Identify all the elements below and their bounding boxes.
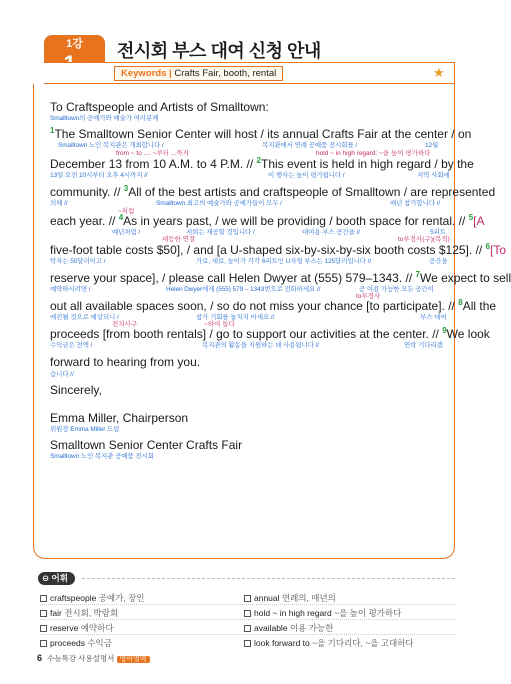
gloss: 부스 대여 (420, 314, 447, 321)
sentence-line: reserve your space], / please call Helen Dwyer at (555) 579–1343. // $^7$We expect to sell (50, 270, 511, 285)
vocab-item: reserve 예약하다 (40, 622, 114, 634)
annotation: ~하여 돕다 (204, 321, 235, 328)
vocab-label: ⊖ 어휘 (38, 572, 75, 585)
annotation: 대등한 연결 (162, 236, 196, 243)
book-title: 수능특강 사용설명서 (47, 654, 115, 663)
gloss: 매년 참가합니다 // (390, 200, 441, 207)
sentence-line: December 13 from 10 A.M. to 4 P.M. // $^2$This event is held in high regard / by the (50, 156, 474, 171)
gloss: 공간을 (429, 258, 448, 265)
keywords-box (114, 66, 283, 81)
gloss: 연락 기다리겠 (404, 342, 443, 349)
gloss: 수익금은 전액 / (50, 342, 93, 349)
sentence-line: out all available spaces soon, / so do not miss your chance [to participate]. // $^8$All the (50, 298, 497, 313)
closing: Sincerely, (50, 383, 102, 397)
sentence-line: $^1$The Smalltown Senior Center will host / its annual Crafts Fair at the center / on (50, 126, 472, 141)
sentence-line: each year. // $^4$As in years past, / we will be providing / booth space for rental. // $^5$[A (50, 213, 485, 228)
annotation: to부정사(구)(목적) (398, 236, 450, 243)
organization: Smalltown Senior Center Crafts Fair (50, 438, 243, 452)
keywords-text: Crafts Fair, booth, rental (174, 68, 277, 79)
gloss: 의해 // (50, 200, 68, 207)
gloss: 예년처럼 / (112, 229, 141, 236)
subject-badge: 영어영역 (117, 656, 150, 663)
gloss: 대여용 부스 공간을 // (302, 229, 360, 236)
gloss: 저희는 제공할 것입니다 / (186, 229, 255, 236)
annotation: ~처럼 (118, 208, 135, 215)
vocab-header (38, 572, 75, 585)
gloss: 가로, 세로, 높이가 각각 6피트인 U자형 부스는 125달러입니다 // (196, 258, 372, 265)
sentence-line: five-foot table costs $50], / and [a U-shaped six-by-six-by-six booth costs $125]. // $^6$[To (50, 242, 507, 257)
vocab-item: look forward to ~을 기다리다, ~을 고대하다 (244, 637, 414, 649)
keywords-label: Keywords | (121, 68, 172, 79)
divider (40, 619, 455, 620)
annotation: from ~ to ...: ~부터 ...까지 (116, 150, 189, 157)
gloss: 탁자는 50달러이고 / (50, 258, 106, 265)
divider (40, 604, 455, 605)
gloss: Smalltown의 공예가와 예술가 여러분께 (50, 115, 159, 122)
vocab-item: proceeds 수익금 (40, 637, 112, 649)
gloss: 위원장 Emma Miller 드림 (50, 426, 120, 433)
vocab-item: annual 연례의, 매년의 (244, 592, 336, 604)
gloss: 예약하시려면 / (50, 286, 91, 293)
divider (82, 578, 455, 579)
vocab-item: craftspeople 공예가, 장인 (40, 592, 144, 604)
annotation: to부정사 (356, 293, 381, 300)
gloss: 13일 오전 10시부터 오후 4시까지 // (50, 172, 148, 179)
gloss: Smalltown 최고의 예술가와 공예가들이 모두 / (156, 200, 282, 207)
gloss: 곧 이용 가능한 모든 공간이 (359, 286, 434, 293)
gloss: 복지관의 활동을 지원하는 데 사용됩니다 // (202, 342, 319, 349)
divider (40, 634, 455, 635)
salutation: To Craftspeople and Artists of Smalltown: (50, 100, 269, 114)
vocab-item: available 이용 가능한 (244, 622, 333, 634)
gloss: 이 행사는 높이 평가됩니다 / (268, 172, 345, 179)
gloss: 매진될 것으로 예상되니 / (50, 314, 119, 321)
sentence-line: community. // $^3$All of the best artists and craftspeople of Smalltown / are represented (50, 184, 496, 199)
annotation: 전치사구 (112, 321, 138, 328)
gloss: 복지관에서 연례 공예품 전시회를 / (262, 142, 358, 149)
vocab-item: hold ~ in high regard ~을 높이 평가하다 (244, 607, 401, 619)
page-number: 6 (37, 653, 43, 663)
gloss: 습니다 // (50, 371, 74, 378)
signer: Emma Miller, Chairperson (50, 411, 189, 425)
page-footer (37, 653, 150, 664)
sentence-line: forward to hearing from you. (50, 355, 201, 369)
gloss: 참가 기회를 놓치지 마세요 // (196, 314, 275, 321)
gloss: 12월 (425, 142, 439, 149)
sentence-line: proceeds [from booth rentals] / go to support our activities at the center. // $^9$We look (50, 326, 490, 341)
gloss: Smalltown 노인 복지관 공예품 전시회 (50, 453, 154, 460)
star-icon: ★ (433, 65, 445, 80)
gloss: Smalltown 노인 복지관은 개최합니다 / (58, 142, 164, 149)
gloss: 5피트 (430, 229, 446, 236)
gloss: Helen Dwyer에게 (555) 579 – 1343번으로 전화하세요 // (166, 286, 321, 293)
lesson-label: 1강 (66, 38, 83, 50)
vocab-item: fair 전시회, 박람회 (40, 607, 118, 619)
page-title: 전시회 부스 대여 신청 안내 (117, 41, 321, 61)
gloss: 지역 사회에 (417, 172, 450, 179)
annotation: hold ~ in high regard: ~을 높이 평가하다 (316, 150, 431, 157)
